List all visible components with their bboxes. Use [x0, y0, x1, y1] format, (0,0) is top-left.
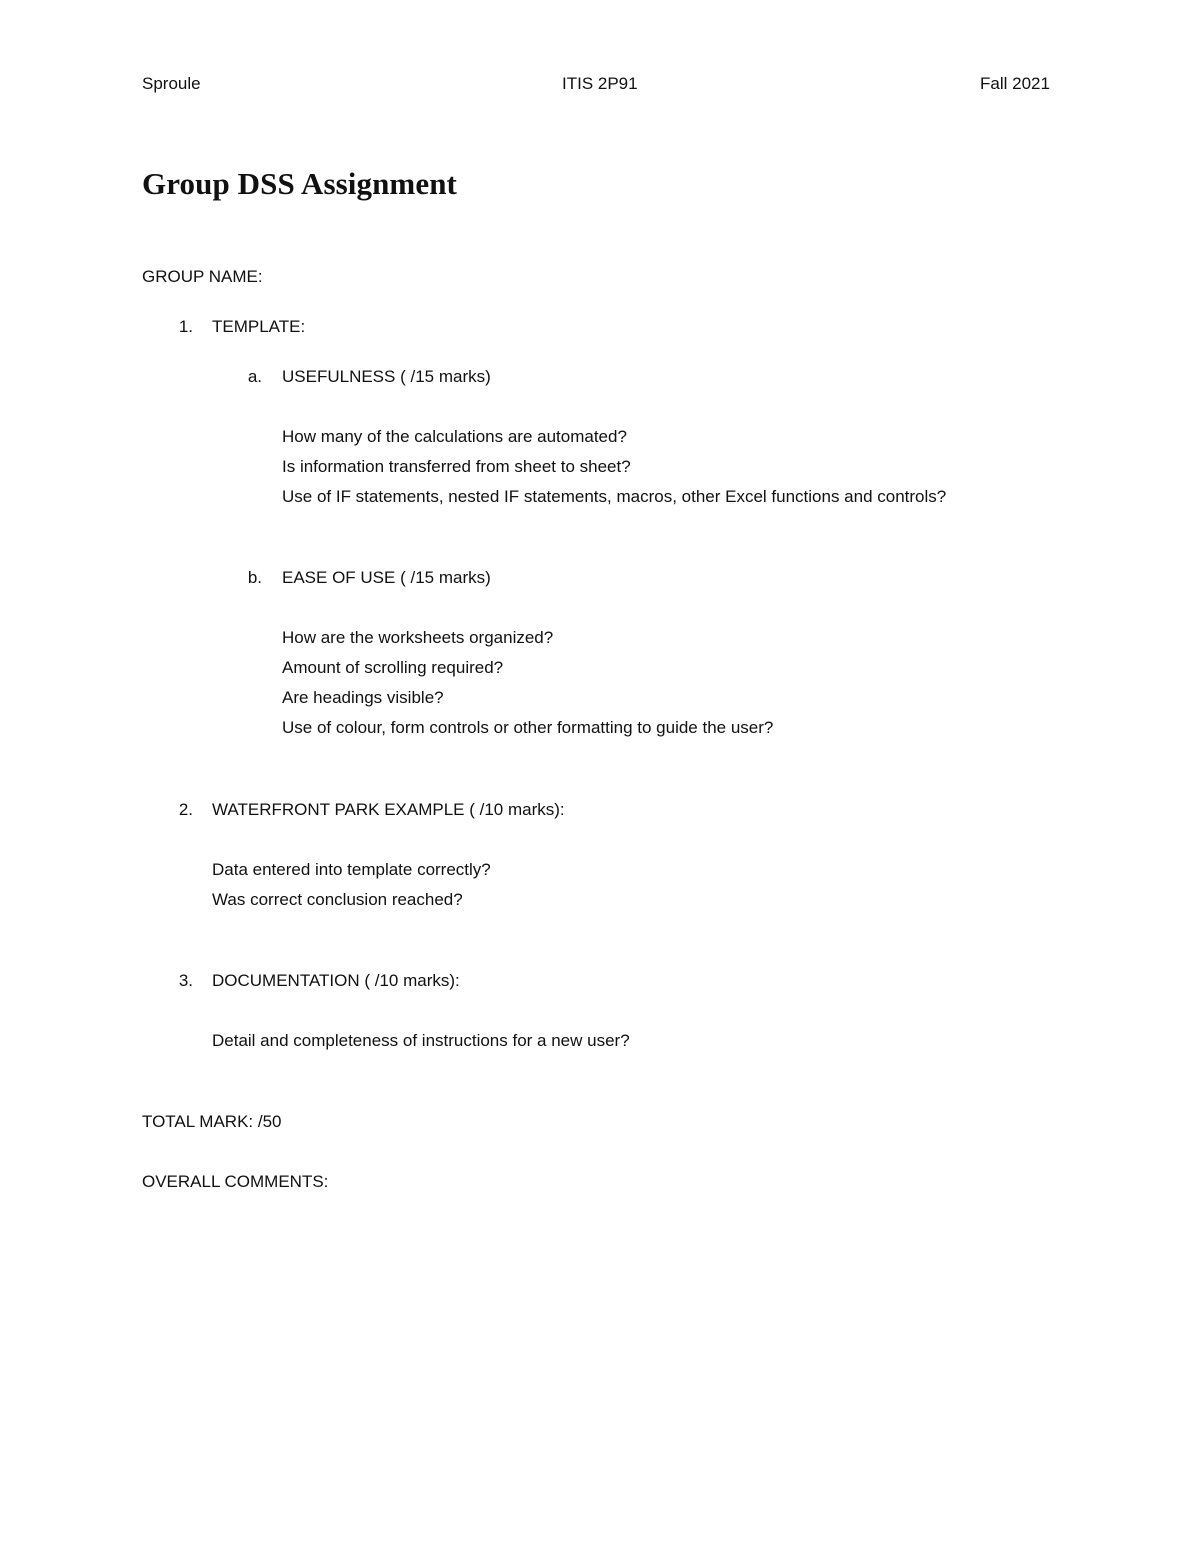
- documentation-question-1: Detail and completeness of instructions for a new user?: [212, 1031, 630, 1050]
- section-label-waterfront-park: WATERFRONT PARK EXAMPLE ( /10 marks):: [212, 800, 565, 819]
- document-title: Group DSS Assignment: [142, 166, 457, 201]
- subsection-letter-a: a.: [247, 367, 262, 386]
- overall-comments-label: OVERALL COMMENTS:: [142, 1172, 329, 1191]
- ease-question-2: Amount of scrolling required?: [282, 658, 504, 677]
- ease-question-4: Use of colour, form controls or other formatting to guide the user?: [282, 718, 774, 737]
- section-number-1: 1.: [178, 317, 193, 336]
- section-number-2: 2.: [178, 800, 193, 819]
- subsection-letter-b: b.: [247, 568, 262, 587]
- header-course-code: ITIS 2P91: [562, 74, 638, 93]
- subsection-label-usefulness: USEFULNESS ( /15 marks): [282, 367, 491, 386]
- section-label-template: TEMPLATE:: [212, 317, 306, 336]
- subsection-label-ease-of-use: EASE OF USE ( /15 marks): [282, 568, 491, 587]
- waterfront-question-2: Was correct conclusion reached?: [212, 890, 463, 909]
- usefulness-question-3: Use of IF statements, nested IF statements, macros, other Excel functions and controls?: [282, 487, 947, 506]
- section-number-3: 3.: [178, 971, 193, 990]
- group-name-label: GROUP NAME:: [142, 267, 263, 286]
- header-term: Fall 2021: [980, 74, 1050, 93]
- ease-question-3: Are headings visible?: [282, 688, 444, 707]
- usefulness-question-1: How many of the calculations are automated?: [282, 427, 627, 446]
- total-mark-label: TOTAL MARK: /50: [142, 1112, 282, 1131]
- ease-question-1: How are the worksheets organized?: [282, 628, 554, 647]
- header-left-author: Sproule: [142, 74, 201, 93]
- section-label-documentation: DOCUMENTATION ( /10 marks):: [212, 971, 460, 990]
- usefulness-question-2: Is information transferred from sheet to sheet?: [282, 457, 631, 476]
- waterfront-question-1: Data entered into template correctly?: [212, 860, 491, 879]
